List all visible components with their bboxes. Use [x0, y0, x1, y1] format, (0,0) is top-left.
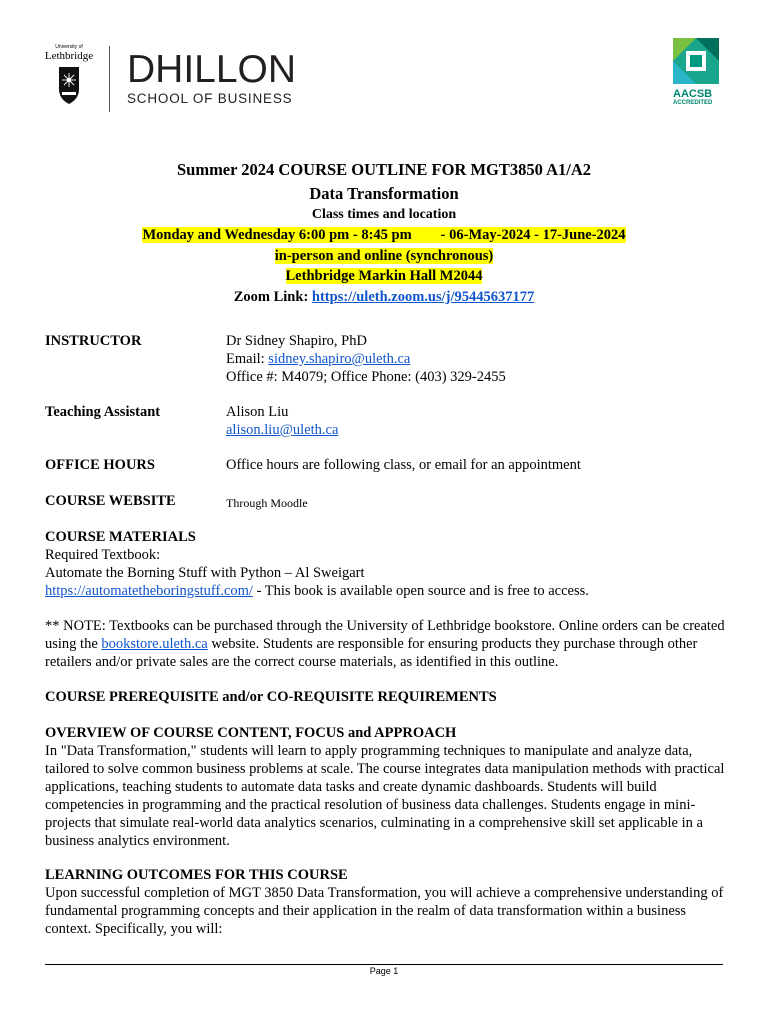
room-location: Lethbridge Markin Hall M2044 [285, 268, 483, 284]
email-prefix: Email: [226, 351, 269, 367]
instructor-email-link[interactable]: sidney.shapiro@uleth.ca [268, 351, 411, 367]
delivery-mode: in-person and online (synchronous) [274, 248, 494, 264]
note-text-before: ** NOTE: Textbooks can be purchased through the University of Lethbridge bookstore. Online orders can be created using the [45, 618, 725, 652]
uleth-logo [44, 44, 94, 105]
ta-email-link[interactable]: alison.liu@uleth.ca [226, 422, 339, 438]
overview-section [45, 724, 725, 850]
aacsb-logo [673, 38, 723, 107]
bookstore-note [45, 617, 725, 671]
zoom-line [0, 289, 768, 306]
course-name: Data Transformation [309, 184, 459, 203]
materials-heading: COURSE MATERIALS [45, 529, 196, 545]
aacsb-text: AACSB [673, 88, 713, 100]
footer-rule [45, 964, 723, 965]
materials-section [45, 528, 725, 600]
instructor-name: Dr Sidney Shapiro, PhD [226, 333, 367, 349]
instructor-email-line [226, 350, 506, 368]
class-times-heading: Class times and location [311, 207, 457, 222]
outcomes-text: Upon successful completion of MGT 3850 Data Transformation, you will achieve a comprehensive understanding of fundamental programming concepts and their application in the realm of data transformation within a business context. Specifically, you will: [45, 885, 724, 937]
dhillon-logo [127, 50, 296, 106]
ta-info [226, 403, 338, 439]
instructor-info [226, 332, 506, 386]
zoom-label: Zoom Link: [233, 289, 312, 305]
website-label: COURSE WEBSITE [45, 493, 176, 509]
website-text: Through Moodle [226, 496, 308, 510]
instructor-office: Office #: M4079; Office Phone: (403) 329-2455 [226, 369, 506, 385]
outcomes-section [45, 866, 725, 938]
overview-heading: OVERVIEW OF COURSE CONTENT, FOCUS and APPROACH [45, 725, 457, 741]
textbook-link[interactable]: https://automatetheboringstuff.com/ [45, 583, 253, 599]
uleth-crest-icon [58, 65, 80, 105]
dhillon-wordmark: DHILLON [127, 48, 297, 91]
ta-name: Alison Liu [226, 404, 289, 420]
prereq-heading: COURSE PREREQUISITE and/or CO-REQUISITE REQUIREMENTS [45, 689, 497, 705]
textbook-link-note: - This book is available open source and is free to access. [252, 583, 589, 599]
aacsb-accredited: ACCREDITED [673, 100, 713, 106]
uleth-small-text: University of [55, 44, 83, 50]
zoom-link[interactable]: https://uleth.zoom.us/j/95445637177 [311, 289, 535, 305]
dhillon-subtitle: SCHOOL OF BUSINESS [127, 91, 293, 106]
office-hours-label: OFFICE HOURS [45, 457, 155, 473]
textbook-link-line [45, 582, 725, 600]
outline-title: Summer 2024 COURSE OUTLINE FOR MGT3850 A1/A2 [176, 160, 592, 179]
ta-label: Teaching Assistant [45, 404, 161, 420]
schedule-text: Monday and Wednesday 6:00 pm - 8:45 pm - 06-May-2024 - 17-June-2024 [142, 227, 626, 243]
note-text-after: website. Students are responsible for ensuring products they purchase through other retailers and/or private sales are the correct course materials, as identified in this outline. [45, 636, 698, 670]
page-number: Page 1 [369, 966, 399, 976]
overview-text: In "Data Transformation," students will learn to apply programming techniques to manipulate and analyze data, tailored to solve common business problems at scale. The course integrates data manipulation methods with practical applications, teaching students to automate data tasks and create dynamic dashboards. Students will build competencies in programming and the practical resolution of business data challenges. Students engage in mini-projects that simulate real-world data analytics scenarios, culminating in a comprehensive skill set applicable in a business analytics environment. [45, 743, 725, 849]
logo-divider [109, 46, 110, 112]
instructor-label: INSTRUCTOR [45, 333, 142, 349]
outcomes-heading: LEARNING OUTCOMES FOR THIS COURSE [45, 867, 348, 883]
office-hours-text: Office hours are following class, or email for an appointment [226, 457, 581, 473]
textbook-title: Automate the Borning Stuff with Python – Al Sweigart [45, 565, 365, 581]
uleth-name: Lethbridge [44, 50, 94, 62]
bookstore-link[interactable]: bookstore.uleth.ca [101, 636, 208, 652]
aacsb-mark-icon [673, 38, 719, 84]
textbook-label: Required Textbook: [45, 547, 161, 563]
